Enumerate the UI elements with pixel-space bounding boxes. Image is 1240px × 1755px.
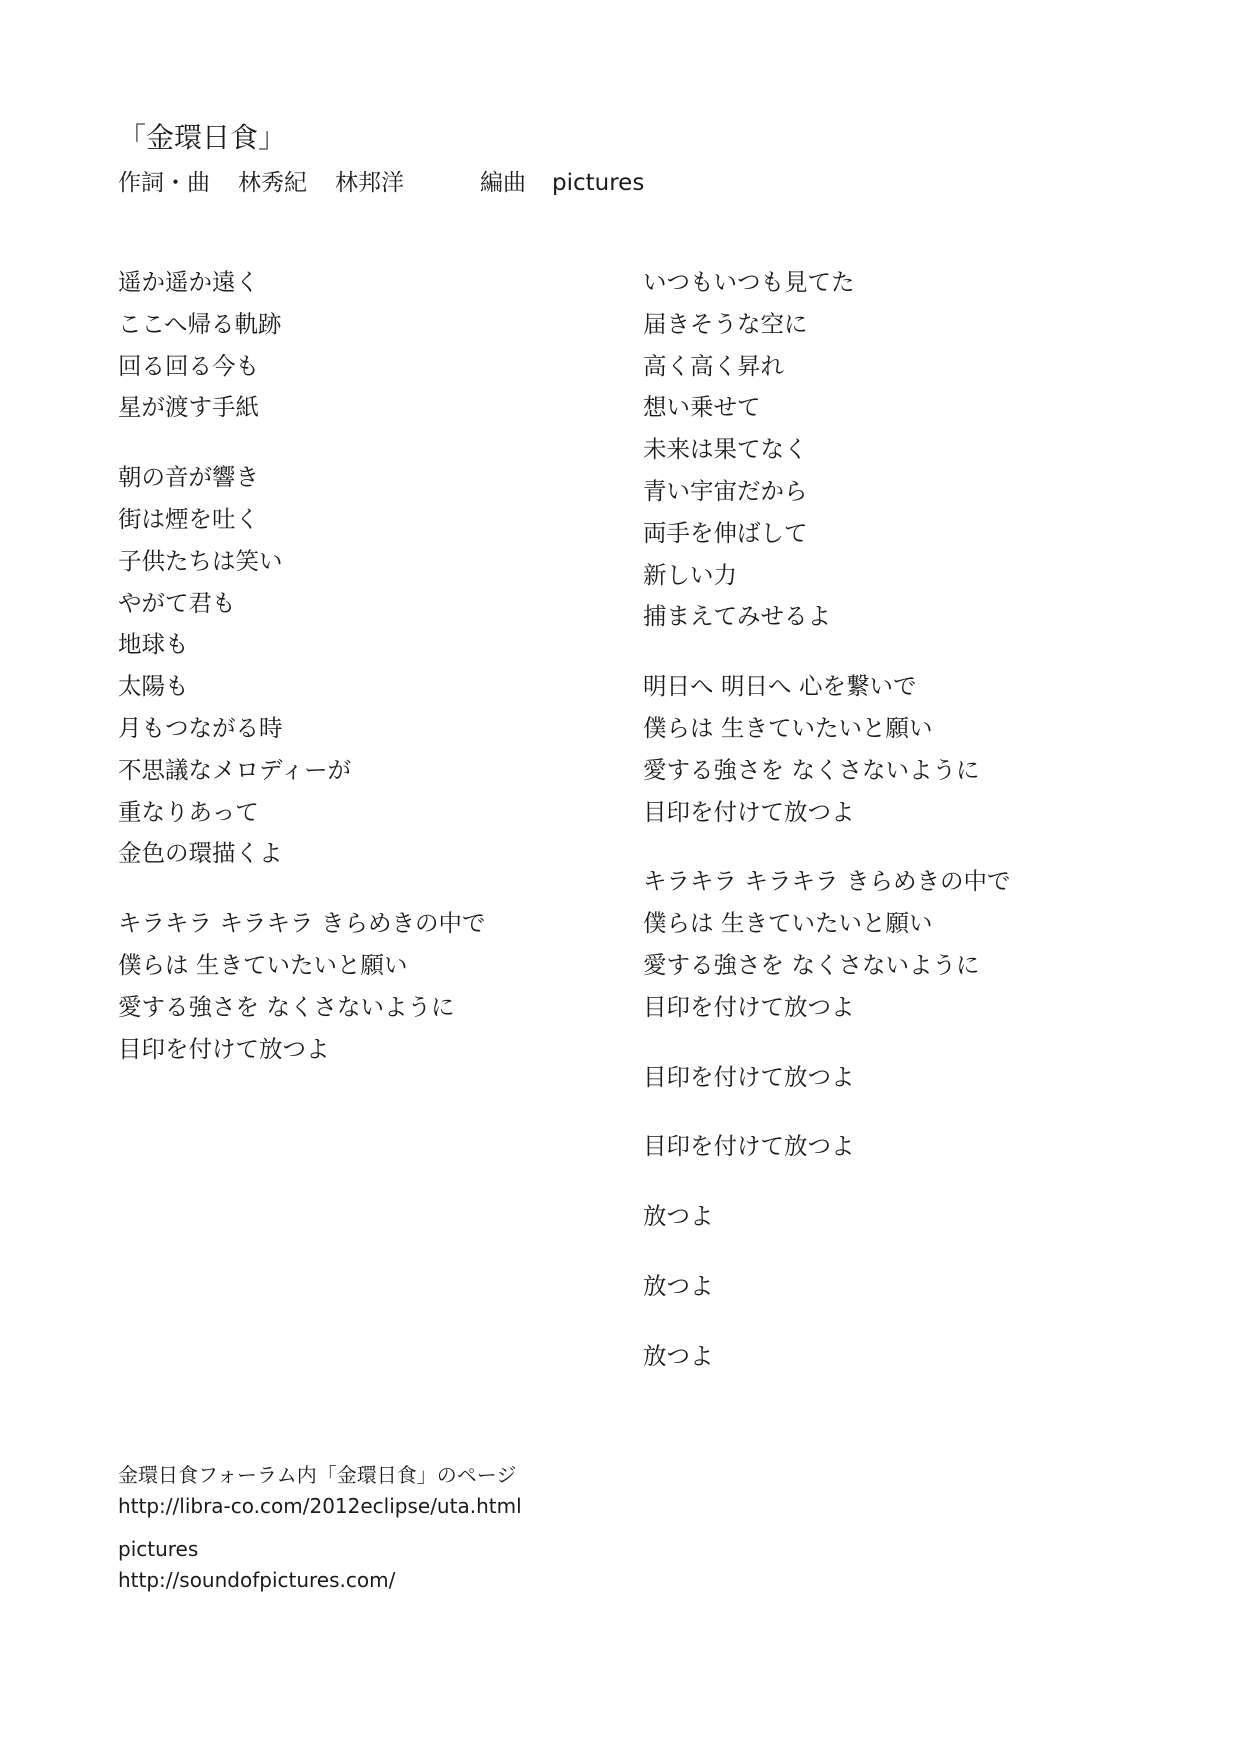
- lyricist-2: 林邦洋: [335, 170, 404, 196]
- lyric-line: 青い宇宙だから: [643, 476, 808, 505]
- lyric-line: 放つよ: [643, 1202, 714, 1231]
- lyric-line: 不思議なメロディーが: [118, 755, 352, 784]
- lyrics-right-column: [643, 262, 1123, 1406]
- lyric-line: 子供たちは笑い: [118, 546, 283, 575]
- lyric-line: 愛する強さを なくさないように: [643, 755, 980, 784]
- lyrics-left-column: [118, 262, 598, 1098]
- forum-url-link[interactable]: http://libra-co.com/2012eclipse/uta.html: [118, 1494, 522, 1518]
- lyric-line: 愛する強さを なくさないように: [643, 950, 980, 979]
- lyric-stanza: [118, 457, 598, 875]
- lyric-line: 金色の環描くよ: [118, 839, 283, 868]
- lyric-line: 朝の音が響き: [118, 463, 259, 492]
- arrangement-label: 編曲: [480, 170, 526, 196]
- pictures-reference: [118, 1534, 522, 1596]
- lyric-line: 遥か遥か遠く: [118, 268, 259, 296]
- lyric-stanza: [643, 666, 1123, 833]
- lyric-line: 放つよ: [643, 1341, 714, 1370]
- lyric-line: 目印を付けて放つよ: [643, 1132, 855, 1161]
- lyric-line: 未来は果てなく: [643, 435, 808, 464]
- song-title: 「金環日食」: [118, 121, 287, 154]
- lyric-line: キラキラ キラキラ きらめきの中で: [118, 909, 486, 938]
- lyric-stanza: [118, 903, 598, 1070]
- forum-label: 金環日食フォーラム内「金環日食」のページ: [118, 1463, 517, 1487]
- lyric-line: 太陽も: [118, 672, 189, 701]
- lyric-line: 街は煙を吐く: [118, 504, 259, 533]
- lyric-line: キラキラ キラキラ きらめきの中で: [643, 867, 1011, 896]
- lyric-line: 月もつながる時: [118, 713, 283, 742]
- lyric-line: 僕らは 生きていたいと願い: [118, 950, 408, 979]
- lyric-stanza: [643, 1196, 1123, 1238]
- lyric-line: 新しい力: [643, 560, 737, 589]
- lyric-line: 明日へ 明日へ 心を繋いで: [643, 672, 917, 701]
- lyric-stanza: [643, 1057, 1123, 1099]
- song-credits: [118, 166, 644, 200]
- footer: [118, 1460, 522, 1608]
- lyric-line: いつもいつも見てた: [643, 268, 855, 296]
- lyric-line: 回る回る今も: [118, 351, 259, 380]
- lyric-stanza: [643, 1336, 1123, 1378]
- lyric-line: 放つよ: [643, 1271, 714, 1300]
- lyric-line: 目印を付けて放つよ: [643, 1062, 855, 1091]
- lyric-line: 目印を付けて放つよ: [643, 992, 855, 1021]
- lyric-stanza: [643, 861, 1123, 1028]
- lyric-line: 目印を付けて放つよ: [643, 797, 855, 826]
- lyric-stanza: [643, 262, 1123, 638]
- lyric-line: 捕まえてみせるよ: [643, 602, 831, 631]
- lyric-stanza: [118, 262, 598, 429]
- lyric-line: 重なりあって: [118, 797, 259, 826]
- lyric-line: 高く高く昇れ: [643, 351, 784, 380]
- lyric-line: 僕らは 生きていたいと願い: [643, 713, 933, 742]
- lyricist-1: 林秀紀: [238, 170, 307, 196]
- lyric-line: 地球も: [118, 630, 189, 659]
- lyric-line: やがて君も: [118, 588, 236, 617]
- lyric-line: 両手を伸ばして: [643, 518, 808, 547]
- lyric-line: 想い乗せて: [643, 393, 761, 422]
- lyric-line: 僕らは 生きていたいと願い: [643, 909, 933, 938]
- pictures-url-link[interactable]: http://soundofpictures.com/: [118, 1568, 396, 1592]
- lyric-line: 目印を付けて放つよ: [118, 1034, 330, 1063]
- lyric-line: 星が渡す手紙: [118, 393, 259, 422]
- forum-reference: [118, 1460, 522, 1522]
- lyric-line: ここへ帰る軌跡: [118, 309, 282, 338]
- lyrics-music-label: 作詞・曲: [118, 170, 210, 196]
- pictures-label: pictures: [118, 1537, 199, 1561]
- lyric-stanza: [643, 1126, 1123, 1168]
- lyric-stanza: [643, 1266, 1123, 1308]
- lyric-line: 届きそうな空に: [643, 309, 808, 338]
- lyric-line: 愛する強さを なくさないように: [118, 992, 455, 1021]
- arranger: pictures: [552, 170, 645, 196]
